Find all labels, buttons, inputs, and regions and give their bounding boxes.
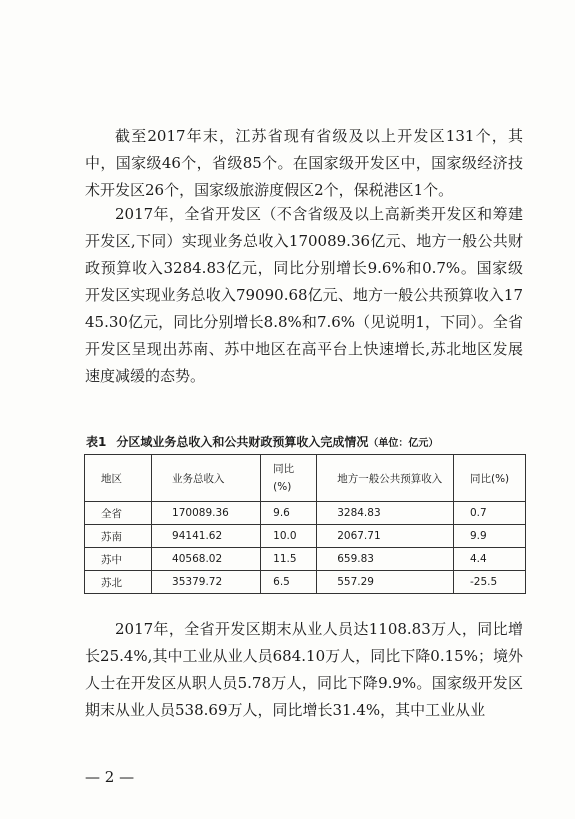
header-growth-1 <box>261 455 317 502</box>
table-caption <box>86 433 526 450</box>
table-row <box>85 571 526 594</box>
cell-region: 苏中 <box>85 548 152 571</box>
header-growth-2: 同比(%) <box>453 455 525 502</box>
table-caption-number: 表1 <box>86 435 107 449</box>
paragraph-development-zones-count: 截至2017年末，江苏省现有省级及以上开发区131个，其中，国家级46个，省级85个。在国家级开发区中，国家级经济技术开发区26个，国家级旅游度假区2个，保税港区1个。 <box>85 127 523 199</box>
cell-growth-1: 6.5 <box>261 571 317 594</box>
cell-revenue: 94141.62 <box>152 525 261 548</box>
cell-budget: 659.83 <box>317 548 454 571</box>
cell-growth-1: 9.6 <box>261 502 317 525</box>
table-row <box>85 525 526 548</box>
cell-growth-2: -25.5 <box>453 571 525 594</box>
page-number: — 2 — <box>85 768 135 786</box>
cell-budget: 2067.71 <box>317 525 454 548</box>
cell-budget: 557.29 <box>317 571 454 594</box>
cell-region: 全省 <box>85 502 152 525</box>
cell-growth-2: 4.4 <box>453 548 525 571</box>
regional-revenue-table <box>84 454 526 594</box>
cell-revenue: 35379.72 <box>152 571 261 594</box>
header-revenue: 业务总收入 <box>152 455 261 502</box>
header-growth-1-line2: (%) <box>273 481 292 493</box>
cell-revenue: 40568.02 <box>152 548 261 571</box>
cell-region: 苏南 <box>85 525 152 548</box>
cell-growth-2: 0.7 <box>453 502 525 525</box>
table-header-row <box>85 455 526 502</box>
header-growth-1-line1: 同比 <box>273 463 295 475</box>
cell-region: 苏北 <box>85 571 152 594</box>
table-caption-title: 分区域业务总收入和公共财政预算收入完成情况 <box>116 435 369 449</box>
cell-growth-2: 9.9 <box>453 525 525 548</box>
paragraph-revenue-summary: 2017年，全省开发区（不含省级及以上高新类开发区和筹建开发区,下同）实现业务总收入170089.36亿元、地方一般公共财政预算收入3284.83亿元，同比分别增长9.6%和0.7%。国家级开发区实现业务总收入79090.68亿元、地方一般公共预算收入1745.30亿元，同比分别增长8.8%和7.6%（见说明1，下同）。全省开发区呈现出苏南、苏中地区在高平台上快速增长,苏北地区发展速度减缓的态势。 <box>85 205 523 385</box>
paragraph-employment: 2017年，全省开发区期末从业人员达1108.83万人，同比增长25.4%,其中工业从业人员684.10万人，同比下降0.15%；境外人士在开发区从职人员5.78万人，同比下降9.9%。国家级开发区期末从业人员538.69万人，同比增长31.4%，其中工业从业 <box>85 620 523 719</box>
header-budget: 地方一般公共预算收入 <box>317 455 454 502</box>
table-row <box>85 502 526 525</box>
cell-growth-1: 10.0 <box>261 525 317 548</box>
table-row <box>85 548 526 571</box>
cell-budget: 3284.83 <box>317 502 454 525</box>
table-caption-unit: （单位：亿元） <box>368 438 439 449</box>
cell-revenue: 170089.36 <box>152 502 261 525</box>
header-region: 地区 <box>85 455 152 502</box>
cell-growth-1: 11.5 <box>261 548 317 571</box>
